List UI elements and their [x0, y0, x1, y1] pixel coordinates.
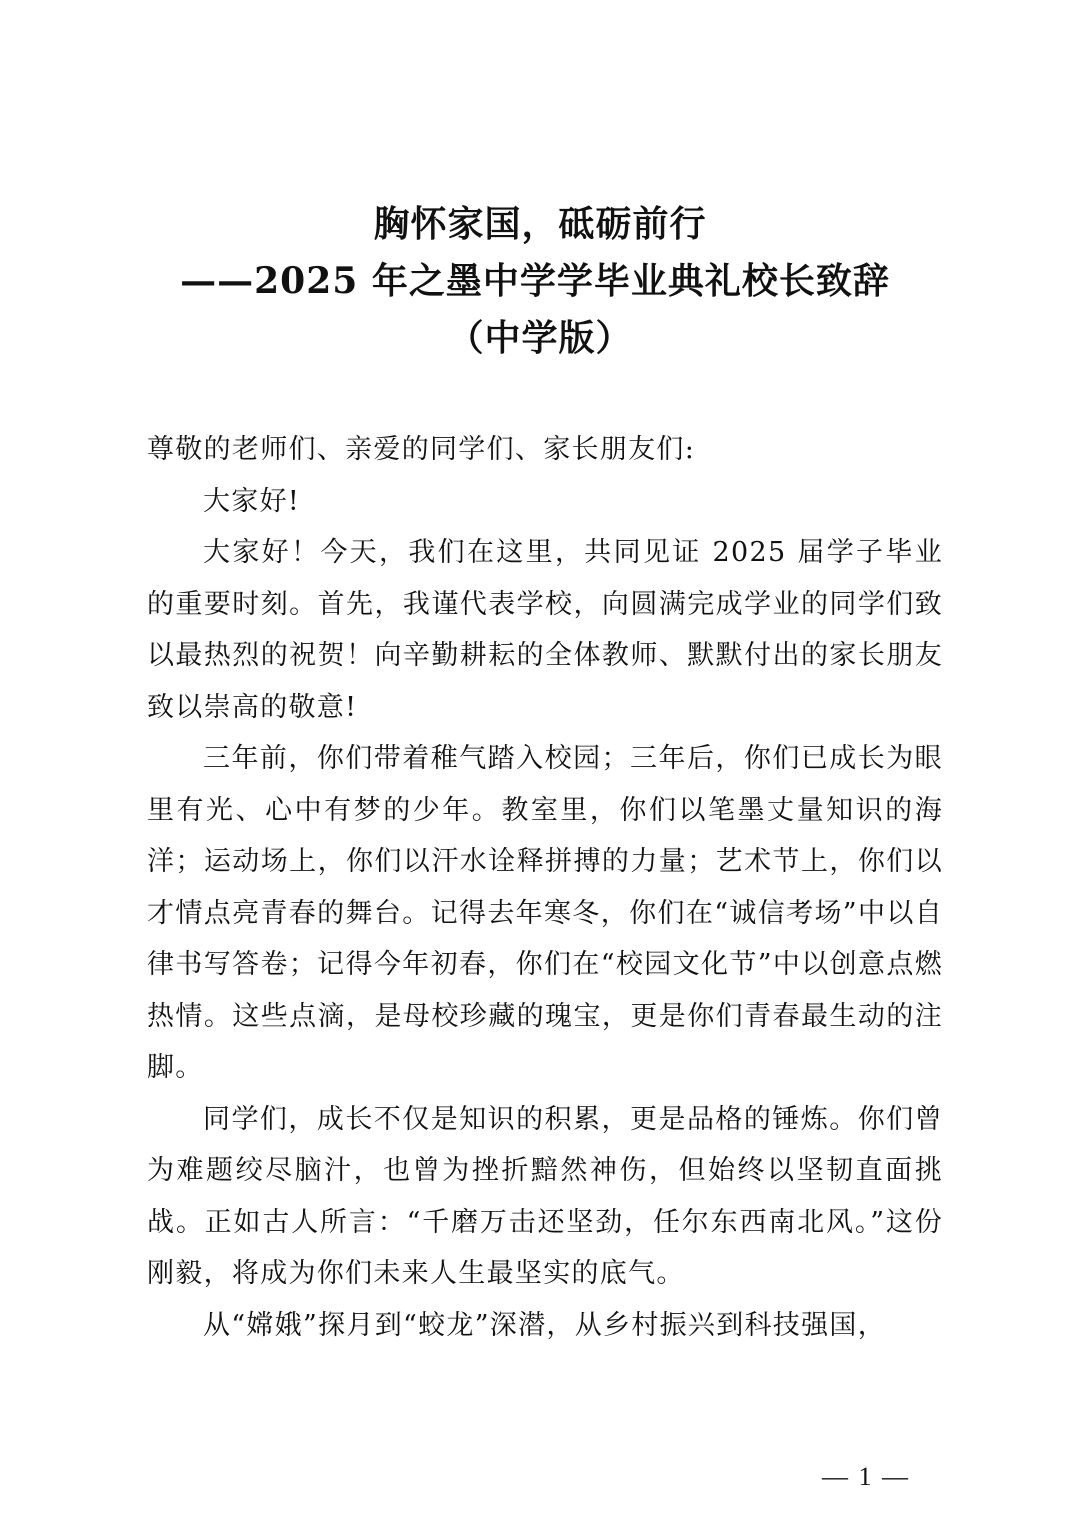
- speech-body: [147, 424, 943, 1351]
- paragraph-growth: 同学们，成长不仅是知识的积累，更是品格的锤炼。你们曾为难题绞尽脑汁，也曾为挫折黯然神伤，但始终以坚韧直面挑战。正如古人所言：“千磨万击还坚劲，任尔东西南北风。”这份刚毅，将成为你们未来人生最坚实的底气。: [147, 1103, 943, 1289]
- paragraph-opening: 大家好！今天，我们在这里，共同见证 2025 届学子毕业的重要时刻。首先，我谨代表学校，向圆满完成学业的同学们致以最热烈的祝贺！向辛勤耕耘的全体教师、默默付出的家长朋友致以崇高的敬意!: [147, 537, 943, 723]
- document-title: [0, 196, 1080, 367]
- salutation: 尊敬的老师们、亲爱的同学们、家长朋友们:: [147, 434, 696, 465]
- page-number: — 1 —: [822, 1462, 910, 1491]
- title-edition: （中学版）: [447, 317, 633, 359]
- greeting: 大家好!: [203, 485, 301, 517]
- paragraph-memories: 三年前，你们带着稚气踏入校园；三年后，你们已成长为眼里有光、心中有梦的少年。教室里，你们以笔墨丈量知识的海洋；运动场上，你们以汗水诠释拼搏的力量；艺术节上，你们以才情点亮青春的舞台。记得去年寒冬，你们在“诚信考场”中以自律书写答卷；记得今年初春，你们在“校园文化节”中以创意点燃热情。这些点滴，是母校珍藏的瑰宝，更是你们青春最生动的注脚。: [147, 743, 943, 1083]
- paragraph-nation: 从“嫦娥”探月到“蛟龙”深潜，从乡村振兴到科技强国，: [203, 1309, 887, 1341]
- title-main: 胸怀家国，砥砺前行: [373, 203, 707, 245]
- title-subtitle: ——2025 年之墨中学学毕业典礼校长致辞: [180, 260, 890, 302]
